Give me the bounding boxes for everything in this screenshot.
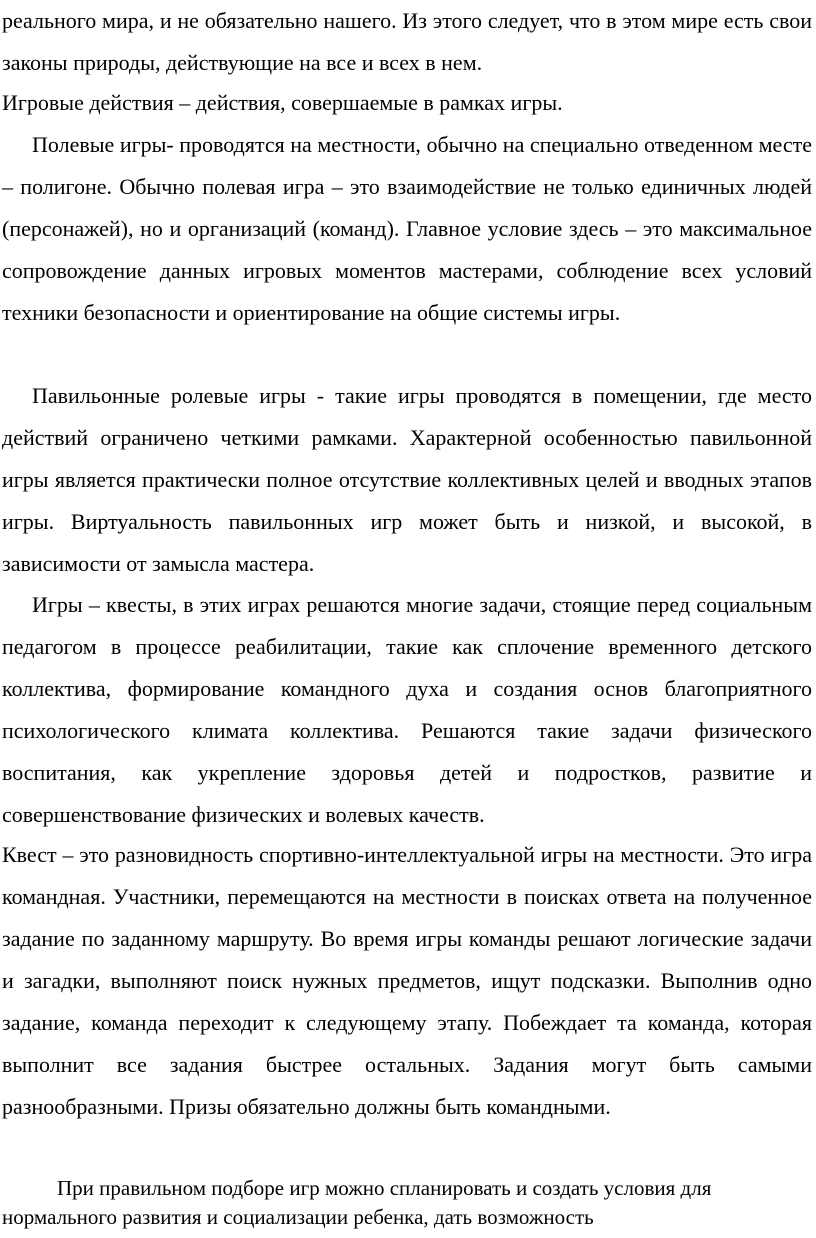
- paragraph-real-world: реального мира, и не обязательно нашего. Из этого следует, что в этом мире есть свои законы природы, действующие на все и всех в нем.: [2, 8, 812, 75]
- paragraph-game-selection: При правильном подборе игр можно спланировать и создать условия для нормального развития и социализации ребенка, дать возможность: [2, 1176, 712, 1229]
- paragraph-game-actions: Игровые действия – действия, совершаемые в рамках игры.: [2, 90, 563, 115]
- paragraph-pavilion-games: Павильонные ролевые игры - такие игры проводятся в помещении, где место действий ограничено четкими рамками. Характерной особенностью павильонной игры является практически полное отсутствие коллективных целей и вводных этапов игры. Виртуальность павильонных игр может быть и низкой, и высокой, в зависимости от замысла мастера.: [2, 383, 812, 576]
- paragraph-quest-games: Игры – квесты, в этих играх решаются многие задачи, стоящие перед социальным педагогом в процессе реабилитации, такие как сплочение временного детского коллектива, формирование командного духа и создания основ благоприятного психологического климата коллектива. Решаются такие задачи физического воспитания, как укрепление здоровья детей и подростков, развитие и совершенствование физических и волевых качеств.: [2, 592, 812, 827]
- paragraph-field-games: Полевые игры- проводятся на местности, обычно на специально отведенном месте – полигоне. Обычно полевая игра – это взаимодействие не только единичных людей (персонажей), но и организаций (команд). Главное условие здесь – это максимальное сопровождение данных игровых моментов мастерами, соблюдение всех условий техники безопасности и ориентирование на общие системы игры.: [2, 132, 812, 325]
- paragraph-quest-definition: Квест – это разновидность спортивно-интеллектуальной игры на местности. Это игра командная. Участники, перемещаются на местности в поисках ответа на полученное задание по заданному маршруту. Во время игры команды решают логические задачи и загадки, выполняют поиск нужных предметов, ищут подсказки. Выполнив одно задание, команда переходит к следующему этапу. Побеждает та команда, которая выполнит все задания быстрее остальных. Задания могут быть самыми разнообразными. Призы обязательно должны быть командными.: [2, 842, 812, 1119]
